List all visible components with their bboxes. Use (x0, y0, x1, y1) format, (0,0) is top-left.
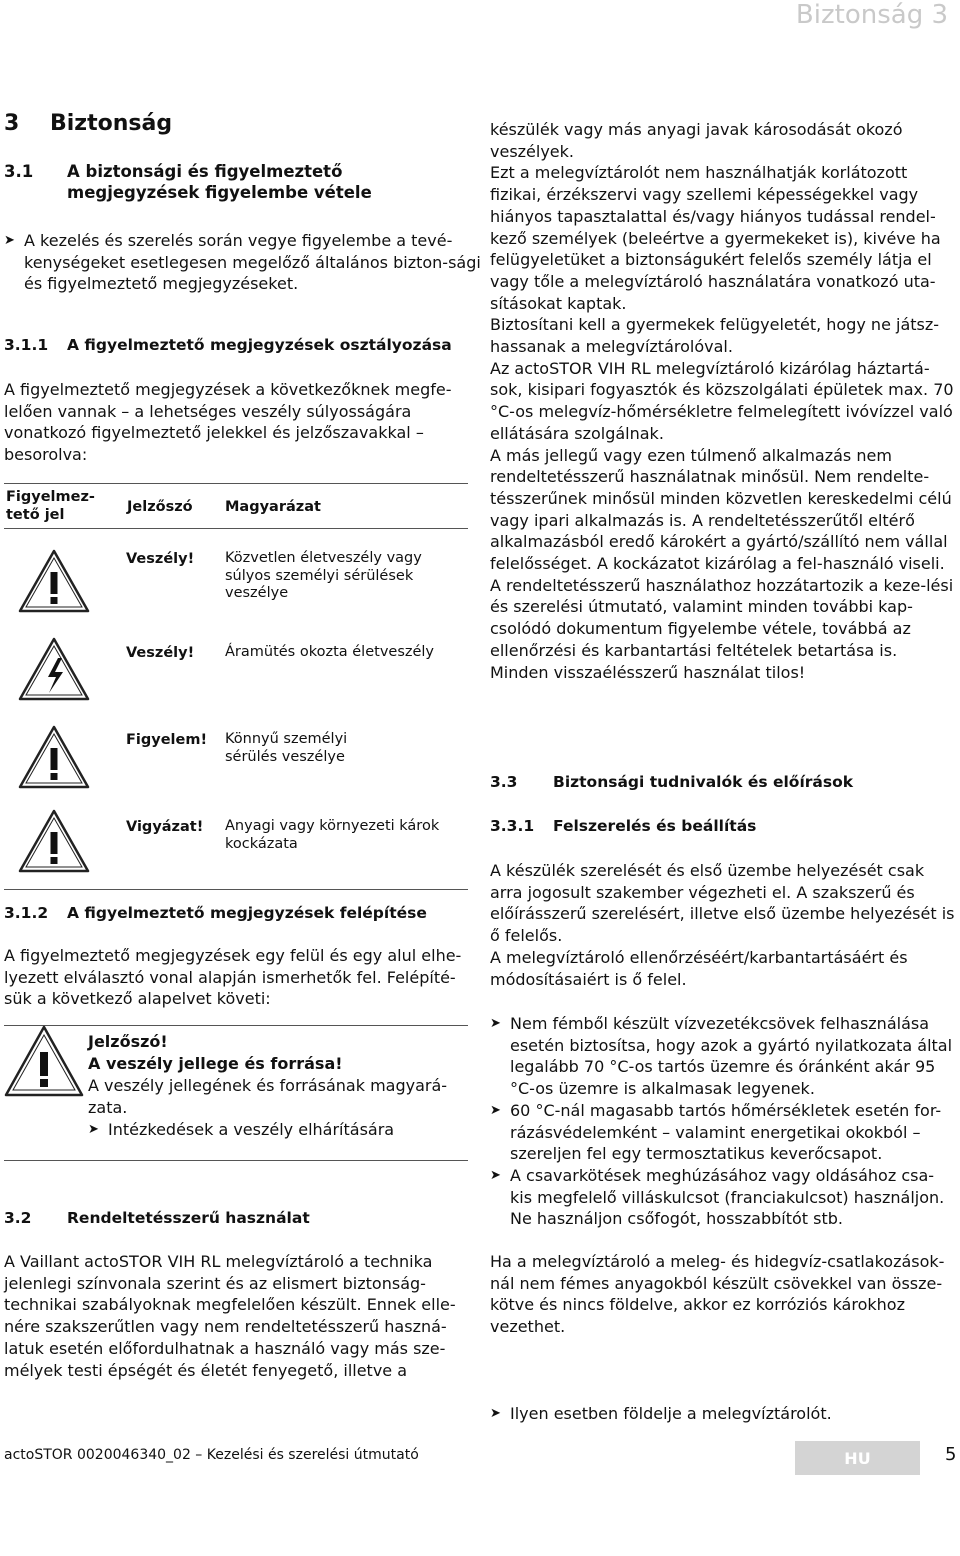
list-item (490, 1100, 956, 1165)
warning-bottom-divider (4, 1160, 468, 1161)
paragraph: készülék vagy más anyagi javak károsodását okozó veszélyek. (490, 120, 903, 161)
warning-action-text: Intézkedések a veszély elhárítására (108, 1120, 395, 1139)
warning-description: A veszély jellegének és forrásának magyará-zata. (88, 1076, 448, 1117)
arrow-bullet-icon: ➤ (88, 1122, 99, 1137)
paragraph: A melegvíztároló ellenőrzéséért/karbantartásáért és módosításaiért is ő felel. (490, 947, 908, 989)
list-item-text: Ilyen esetben földelje a melegvíztárolót. (510, 1404, 832, 1424)
section-3-1-2-heading (4, 903, 470, 925)
section-number: 3.1.2 (4, 904, 49, 922)
bullet-list (490, 1013, 956, 1230)
page-number: 5 (945, 1444, 957, 1465)
section-3-3-1-body (490, 860, 956, 990)
paragraph: A készülék szerelését és első üzembe helyezését csak arra jogosult szakember végezheti el. A szakszerű és előírásszerű szerelésért, illetve első üzembe helyezését is ő felelős. (490, 861, 955, 946)
arrow-bullet-icon: ➤ (490, 1406, 501, 1422)
paragraph: A más jellegű vagy ezen túlmenő alkalmazás nem rendeltetésszerű használatnak minősül. Nem rendelte-tésszerűnek minősül minden közvetlen kereskedelmi célú vagy ipari alkalmazás is. A rendeltetésszerűtől eltérő alkalmazásból eredő károkért a gyártó/szállító nem vállal felelősséget. A kockázatot kizárólag a fel-használó viseli. (490, 445, 952, 574)
paragraph: Az actoSTOR VIH RL melegvíztároló kizárólag háztartá-sok, kisipari fogyasztók és közszolgálati épületek max. 70 °C-os melegvíz-hőmérsékletre felmelegített ivóvízzel való ellátására szolgálnak. (490, 358, 954, 443)
section-title: A biztonsági és figyelmeztető megjegyzések figyelembe vétele (67, 162, 372, 202)
arrow-bullet-icon: ➤ (4, 233, 15, 248)
paragraph: Minden visszaélésszerű használat tilos! (490, 662, 806, 682)
section-3-1-1-heading (4, 335, 470, 357)
section-3-1-heading (4, 161, 470, 203)
arrow-bullet-icon: ➤ (490, 1016, 501, 1031)
right-column-text (490, 119, 956, 683)
column-header-signal: Jelzőszó (127, 499, 193, 515)
column-header-explanation: Magyarázat (225, 499, 321, 515)
section-3-heading (4, 113, 470, 135)
section-number: 3 (4, 111, 20, 136)
section-number: 3.2 (4, 1209, 32, 1227)
paragraph: A figyelmeztető megjegyzések a következőknek megfe-lelően vannak – a lehetséges veszély súlyosságára vonatkozó figyelmeztető jelekkel és jelzőszavakkal – besorolva: (4, 380, 452, 465)
table-row-text: Áramütés okozta életveszély (225, 644, 435, 660)
table-row-signal: Figyelem! (126, 732, 208, 748)
section-3-2-heading (4, 1208, 470, 1230)
warning-triangle-icon (18, 724, 90, 790)
section-number: 3.1 (4, 162, 34, 181)
arrow-bullet-icon: ➤ (490, 1167, 501, 1183)
list-item-text: A csavarkötések meghúzásához vagy oldásához csa-kis megfelelő villáskulcsot (franciakulcsot) használjon. Ne használjon csőfogót, hosszabbítót stb. (510, 1165, 945, 1229)
list-item-text: 60 °C-nál magasabb tartós hőmérsékletek esetén for-rázásvédelemként – valamint energetikai okokból – szereljen fel egy termosztatikus keverőcsapot. (510, 1100, 942, 1164)
paragraph: A rendeltetésszerű használathoz hozzátartozik a keze-lési és szerelési útmutató, valamint minden további kap-csolódó dokumentum figyelembe vétele, továbbá az ellenőrzési és karbantartási feltételek betartása is. (490, 575, 954, 660)
section-3-3-heading (490, 772, 956, 794)
section-title: Rendeltetésszerű használat (67, 1209, 310, 1227)
running-header: Biztonság 3 (795, 0, 948, 30)
paragraph: Ezt a melegvíztárolót nem használhatják korlátozott fizikai, érzékszervi vagy szellemi képességekkel vagy hiányos tapasztalattal és/vagy hiányos tudással rendel-kező személyek (beleértve a gyermekeket is), kivéve ha felügyeletüket a biztonságukért felelős személy látja el vagy tőle a melegvíztároló használatára vonatkozó uta-sításokat kaptak. (490, 163, 941, 313)
language-badge: HU (795, 1441, 920, 1475)
section-number: 3.3 (490, 773, 518, 791)
warning-triangle-icon (18, 548, 90, 614)
column-header-symbol: Figyelmez-tető jel (6, 489, 95, 523)
table-row-signal: Vigyázat! (126, 819, 204, 835)
paragraph: Ha a melegvíztároló a meleg- és hidegvíz-csatlakozások-nál nem fémes anyagokból készült csövekkel van össze-kötve és nincs földelve, akkor ez korróziós károkhoz vezethet. (490, 1252, 945, 1337)
paragraph: A figyelmeztető megjegyzések egy felül és egy alul elhe-lyezett elválasztó vonal alapján ismerhetők fel. Felépíté-sük a következő alapelvet követi: (4, 946, 462, 1009)
section-number: 3.1.1 (4, 336, 49, 354)
table-bottom-divider (4, 889, 468, 890)
section-title: A figyelmeztető megjegyzések felépítése (67, 904, 427, 922)
table-header (4, 483, 468, 529)
warning-triangle-icon (3, 1024, 85, 1098)
section-3-3-1-heading (490, 816, 956, 838)
table-row-text: Könnyű személyi sérülés veszélye (225, 731, 348, 765)
list-item (490, 1403, 960, 1425)
list-item (4, 230, 490, 295)
list-item (490, 1165, 956, 1230)
section-title: Biztonsági tudnivalók és előírások (553, 773, 854, 791)
paragraph: Biztosítani kell a gyermekek felügyeletét, hogy ne játsz-hassanak a melegvíztárolóval. (490, 315, 940, 357)
table-row-signal: Veszély! (126, 551, 195, 567)
warning-example (88, 1031, 468, 1141)
warning-heading: A veszély jellege és forrása! (88, 1054, 343, 1073)
section-number: 3.3.1 (490, 817, 535, 835)
section-title: Felszerelés és beállítás (553, 817, 757, 835)
warning-action (88, 1119, 468, 1141)
footer-document-info: actoSTOR 0020046340_02 – Kezelési és szerelési útmutató (4, 1447, 419, 1463)
table-row-text: Közvetlen életveszély vagy súlyos személyi sérülések veszélye (225, 550, 422, 601)
list-item-text: Nem fémből készült vízvezetékcsövek felhasználása esetén biztosítsa, hogy azok a gyártó nyilatkozata által legalább 70 °C-os tartós üzemre és óránként akár 95 °C-os üzemre is alkalmasak legyenek. (510, 1014, 953, 1099)
section-title: A figyelmeztető megjegyzések osztályozása (67, 336, 452, 354)
arrow-bullet-icon: ➤ (490, 1102, 501, 1118)
section-title: Biztonság (50, 111, 173, 136)
warning-triangle-icon (18, 808, 90, 874)
list-item-text: A kezelés és szerelés során vegye figyelembe a tevé-kenységeket esetlegesen megelőző általános bizton-sági és figyelmeztető megjegyzéseket. (24, 231, 481, 294)
electric-shock-icon (18, 636, 90, 702)
table-row-signal: Veszély! (126, 645, 195, 661)
warning-signal-word: Jelzőszó! (88, 1032, 168, 1051)
list-item (490, 1013, 956, 1100)
table-row-text: Anyagi vagy környezeti károk kockázata (225, 818, 440, 852)
paragraph: A Vaillant actoSTOR VIH RL melegvíztároló a technika jelenlegi színvonala szerint és az elismert biztonság-technikai szabályoknak megfelelően készült. Ennek elle-nére szakszerűtlen vagy nem rendeltetésszerű haszná-latuk esetén előfordulhatnak a használó vagy más sze-mélyek testi épségét és életét fenyegető, illetve a (4, 1252, 456, 1380)
